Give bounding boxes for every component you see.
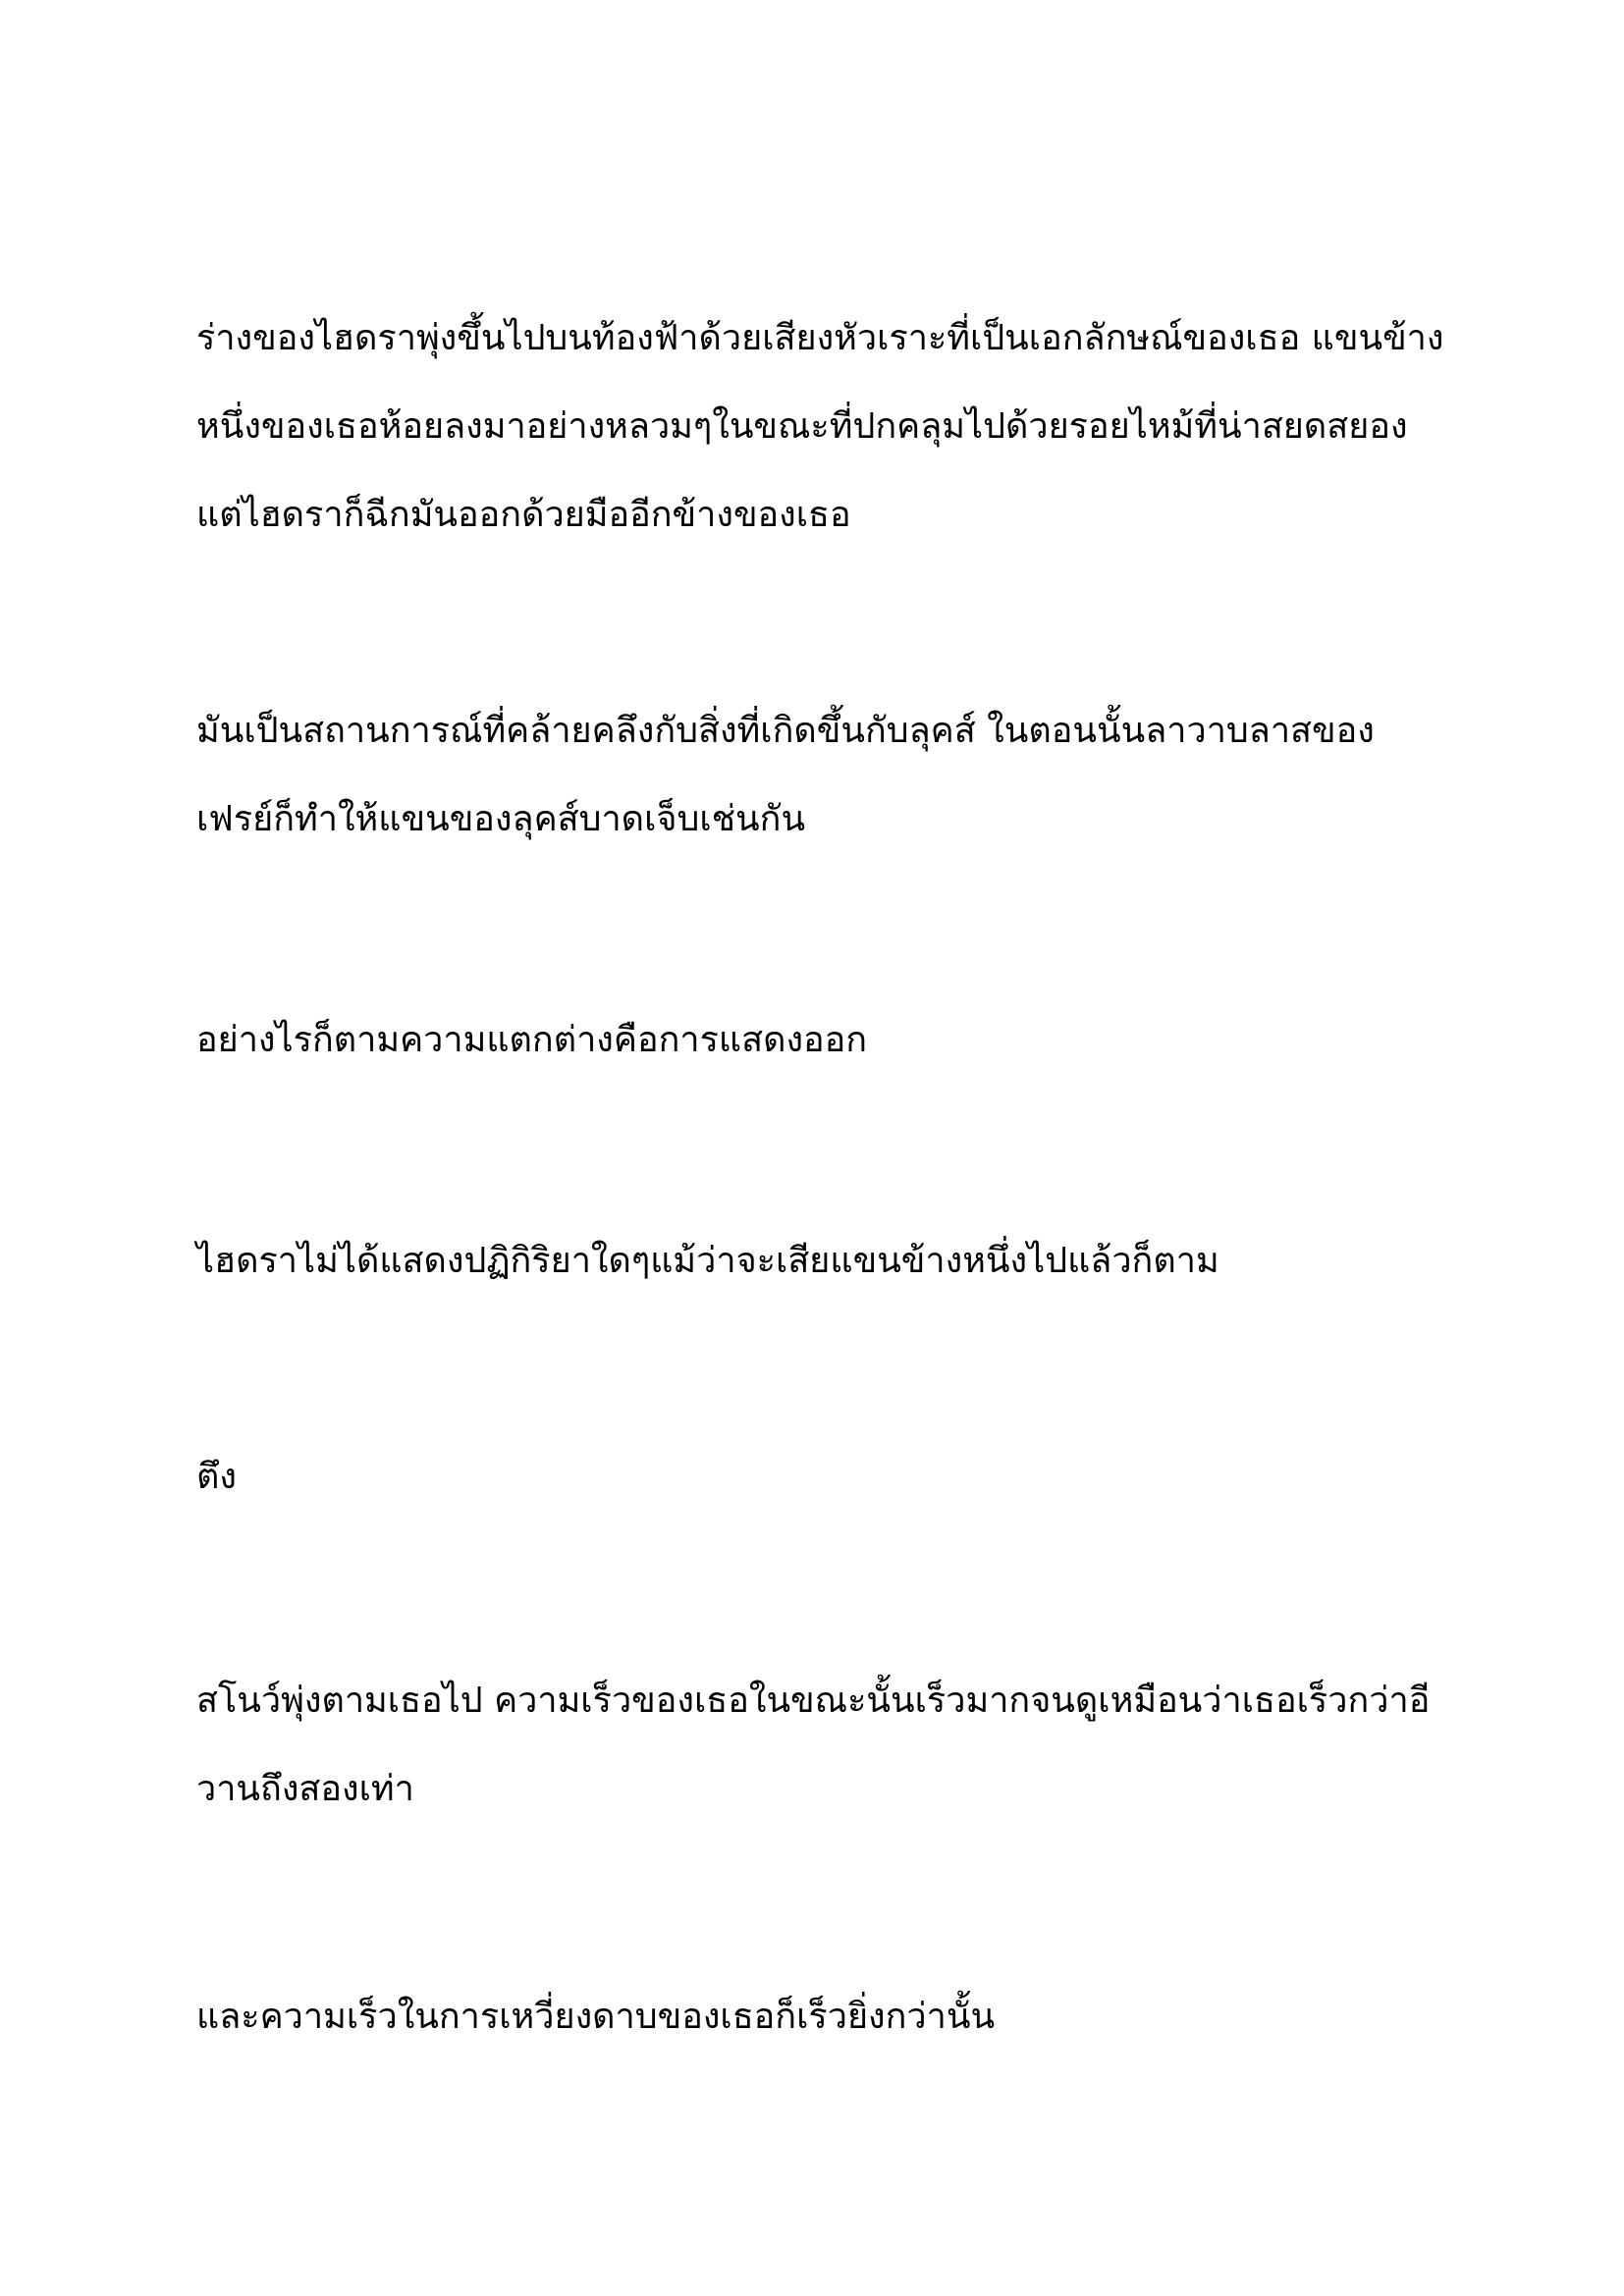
paragraph-7 (196, 1973, 1434, 2061)
paragraph-line: เฟรย์ก็ทำให้แขนของลุคส์บาดเจ็บเช่นกัน (196, 799, 806, 839)
paragraph-line: ตึง (196, 1457, 237, 1497)
paragraph-5 (196, 1433, 1434, 1522)
paragraph-line: แต่ไฮดราก็ฉีกมันออกด้วยมืออีกข้างของเธอ (196, 495, 851, 535)
paragraph-line: ไฮดราไม่ได้แสดงปฏิกิริยาใดๆแม้ว่าจะเสียแขนข้างหนึ่งไปแล้วก็ตาม (196, 1241, 1219, 1281)
paragraph-line: สโนว์พุ่งตามเธอไป ความเร็วของเธอในขณะนั้นเร็วมากจนดูเหมือนว่าเธอเร็วกว่าอี (196, 1681, 1431, 1721)
paragraph-6 (196, 1657, 1434, 1834)
paragraph-1 (196, 294, 1444, 560)
paragraph-2 (196, 687, 1434, 864)
paragraph-3 (196, 996, 1434, 1085)
paragraph-line: อย่างไรก็ตามความแตกต่างคือการแสดงออก (196, 1020, 868, 1060)
paragraph-line: หนึ่งของเธอห้อยลงมาอย่างหลวมๆในขณะที่ปกคลุมไปด้วยรอยไหม้ที่น่าสยดสยอง (196, 406, 1408, 447)
paragraph-line: ร่างของไฮดราพุ่งขึ้นไปบนท้องฟ้าด้วยเสียงหัวเราะที่เป็นเอกลักษณ์ของเธอ แขนข้าง (196, 318, 1444, 358)
paragraph-line: วานถึงสองเท่า (196, 1769, 414, 1809)
paragraph-line: มันเป็นสถานการณ์ที่คล้ายคลึงกับสิ่งที่เกิดขึ้นกับลุคส์ ในตอนนั้นลาวาบลาสของ (196, 711, 1375, 751)
paragraph-4 (196, 1217, 1434, 1306)
paragraph-line: และความเร็วในการเหวี่ยงดาบของเธอก็เร็วยิ่งกว่านั้น (196, 1997, 996, 2037)
